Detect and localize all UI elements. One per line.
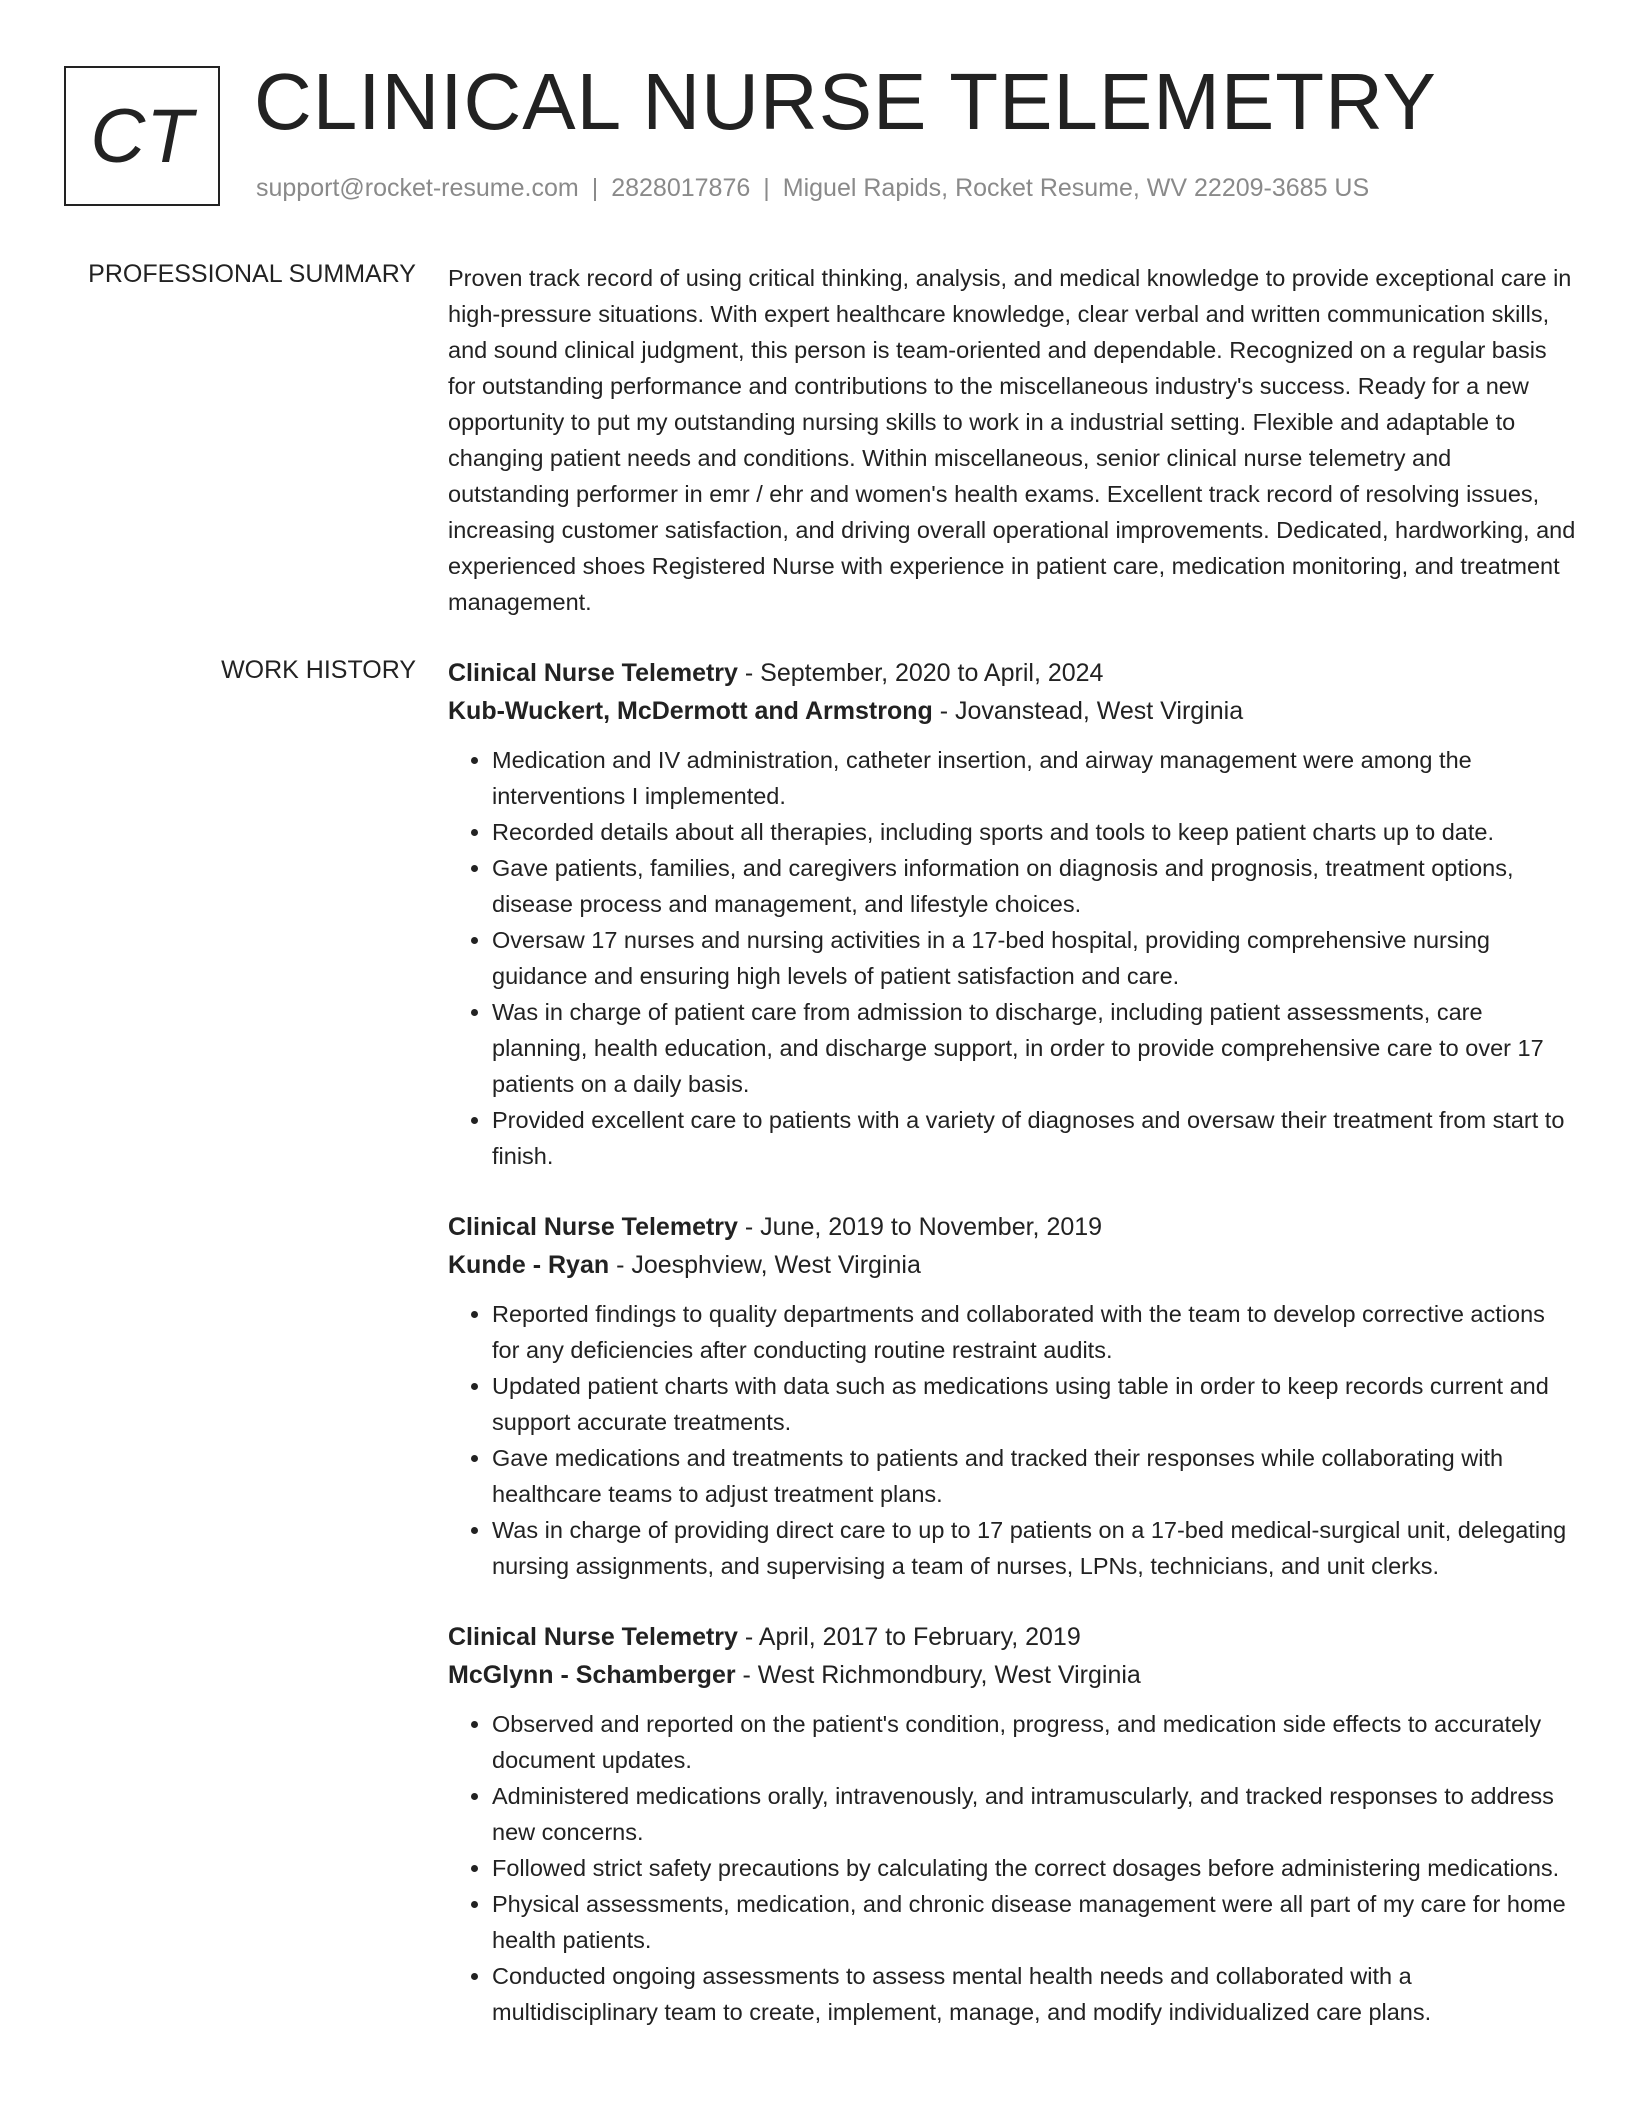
job-bullets <box>448 742 1578 1174</box>
job-bullet: • Oversaw 17 nurses and nursing activities in a 17-bed hospital, providing comprehensive nursing guidance and ensuring high levels of patient satisfaction and care. <box>492 922 1578 994</box>
job-title-line <box>448 1618 1578 1656</box>
job-bullet: • Observed and reported on the patient's condition, progress, and medication side effects to accurately document updates. <box>492 1706 1578 1778</box>
job-location: - West Richmondbury, West Virginia <box>735 1661 1141 1689</box>
job-bullet: • Gave medications and treatments to patients and tracked their responses while collaborating with healthcare teams to adjust treatment plans. <box>492 1440 1578 1512</box>
contact-email: support@rocket-resume.com <box>256 174 579 202</box>
job-dates: - June, 2019 to November, 2019 <box>737 1213 1103 1241</box>
job-bullet: • Conducted ongoing assessments to assess mental health needs and collaborated with a multidisciplinary team to create, implement, manage, and modify individualized care plans. <box>492 1958 1578 2030</box>
job-location: - Joesphview, West Virginia <box>609 1251 921 1279</box>
job-bullet: • Recorded details about all therapies, including sports and tools to keep patient charts up to date. <box>492 814 1578 850</box>
job-entry <box>448 654 1578 1174</box>
monogram-initials: CT <box>90 93 194 179</box>
job-company: Kunde - Ryan <box>448 1251 610 1279</box>
job-title: Clinical Nurse Telemetry <box>448 1623 738 1651</box>
job-entry <box>448 1618 1578 2030</box>
job-bullet: • Administered medications orally, intravenously, and intramuscularly, and tracked responses to address new concerns. <box>492 1778 1578 1850</box>
job-title: Clinical Nurse Telemetry <box>448 1213 738 1241</box>
job-bullet: • Followed strict safety precautions by calculating the correct dosages before administering medications. <box>492 1850 1578 1886</box>
job-title-line <box>448 1208 1578 1246</box>
job-company: Kub-Wuckert, McDermott and Armstrong <box>448 697 933 725</box>
job-title-line <box>448 654 1578 692</box>
job-bullet: • Physical assessments, medication, and chronic disease management were all part of my care for home health patients. <box>492 1886 1578 1958</box>
job-title: Clinical Nurse Telemetry <box>448 659 738 687</box>
work-history-list <box>448 654 1578 2064</box>
job-bullet: • Medication and IV administration, catheter insertion, and airway management were among the interventions I implemented. <box>492 742 1578 814</box>
job-bullet: • Was in charge of patient care from admission to discharge, including patient assessments, care planning, health education, and discharge support, in order to provide comprehensive care to over 17 patients on a daily basis. <box>492 994 1578 1102</box>
summary-text: Proven track record of using critical thinking, analysis, and medical knowledge to provide exceptional care in high-pressure situations. With expert healthcare knowledge, clear verbal and written communication skills, and sound clinical judgment, this person is team-oriented and dependable. Recognized on a regular basis for outstanding performance and contributions to the miscellaneous industry's success. Ready for a new opportunity to put my outstanding nursing skills to work in a industrial setting. Flexible and adaptable to changing patient needs and conditions. Within miscellaneous, senior clinical nurse telemetry and outstanding performer in emr / ehr and women's health exams. Excellent track record of resolving issues, increasing customer satisfaction, and driving overall operational improvements. Dedicated, hardworking, and experienced shoes Registered Nurse with experience in patient care, medication monitoring, and treatment management. <box>448 265 1576 615</box>
job-bullet: • Updated patient charts with data such as medications using table in order to keep records current and support accurate treatments. <box>492 1368 1578 1440</box>
work-history-section-label: WORK HISTORY <box>221 656 416 684</box>
summary-section-label: PROFESSIONAL SUMMARY <box>88 260 416 288</box>
contact-separator: | <box>591 174 599 202</box>
contact-address: Miguel Rapids, Rocket Resume, WV 22209-3685 US <box>782 174 1370 202</box>
job-entry <box>448 1208 1578 1584</box>
contact-phone: 2828017876 <box>611 174 751 202</box>
job-bullet: • Reported findings to quality departments and collaborated with the team to develop corrective actions for any deficiencies after conducting routine restraint audits. <box>492 1296 1578 1368</box>
job-company: McGlynn - Schamberger <box>448 1661 736 1689</box>
resume-name: CLINICAL NURSE TELEMETRY <box>254 57 1437 146</box>
job-dates: - September, 2020 to April, 2024 <box>737 659 1104 687</box>
monogram-box <box>64 66 220 206</box>
job-bullet: • Gave patients, families, and caregivers information on diagnosis and prognosis, treatment options, disease process and management, and lifestyle choices. <box>492 850 1578 922</box>
job-company-line <box>448 692 1578 730</box>
job-company-line <box>448 1246 1578 1284</box>
job-location: - Jovanstead, West Virginia <box>932 697 1244 725</box>
job-bullets <box>448 1706 1578 2030</box>
job-dates: - April, 2017 to February, 2019 <box>737 1623 1081 1651</box>
job-company-line <box>448 1656 1578 1694</box>
job-bullet: • Was in charge of providing direct care to up to 17 patients on a 17-bed medical-surgical unit, delegating nursing assignments, and supervising a team of nurses, LPNs, technicians, and unit clerks. <box>492 1512 1578 1584</box>
job-bullets <box>448 1296 1578 1584</box>
contact-separator: | <box>763 174 770 202</box>
job-bullet: • Provided excellent care to patients with a variety of diagnoses and oversaw their treatment from start to finish. <box>492 1102 1578 1174</box>
contact-line <box>256 174 1369 203</box>
